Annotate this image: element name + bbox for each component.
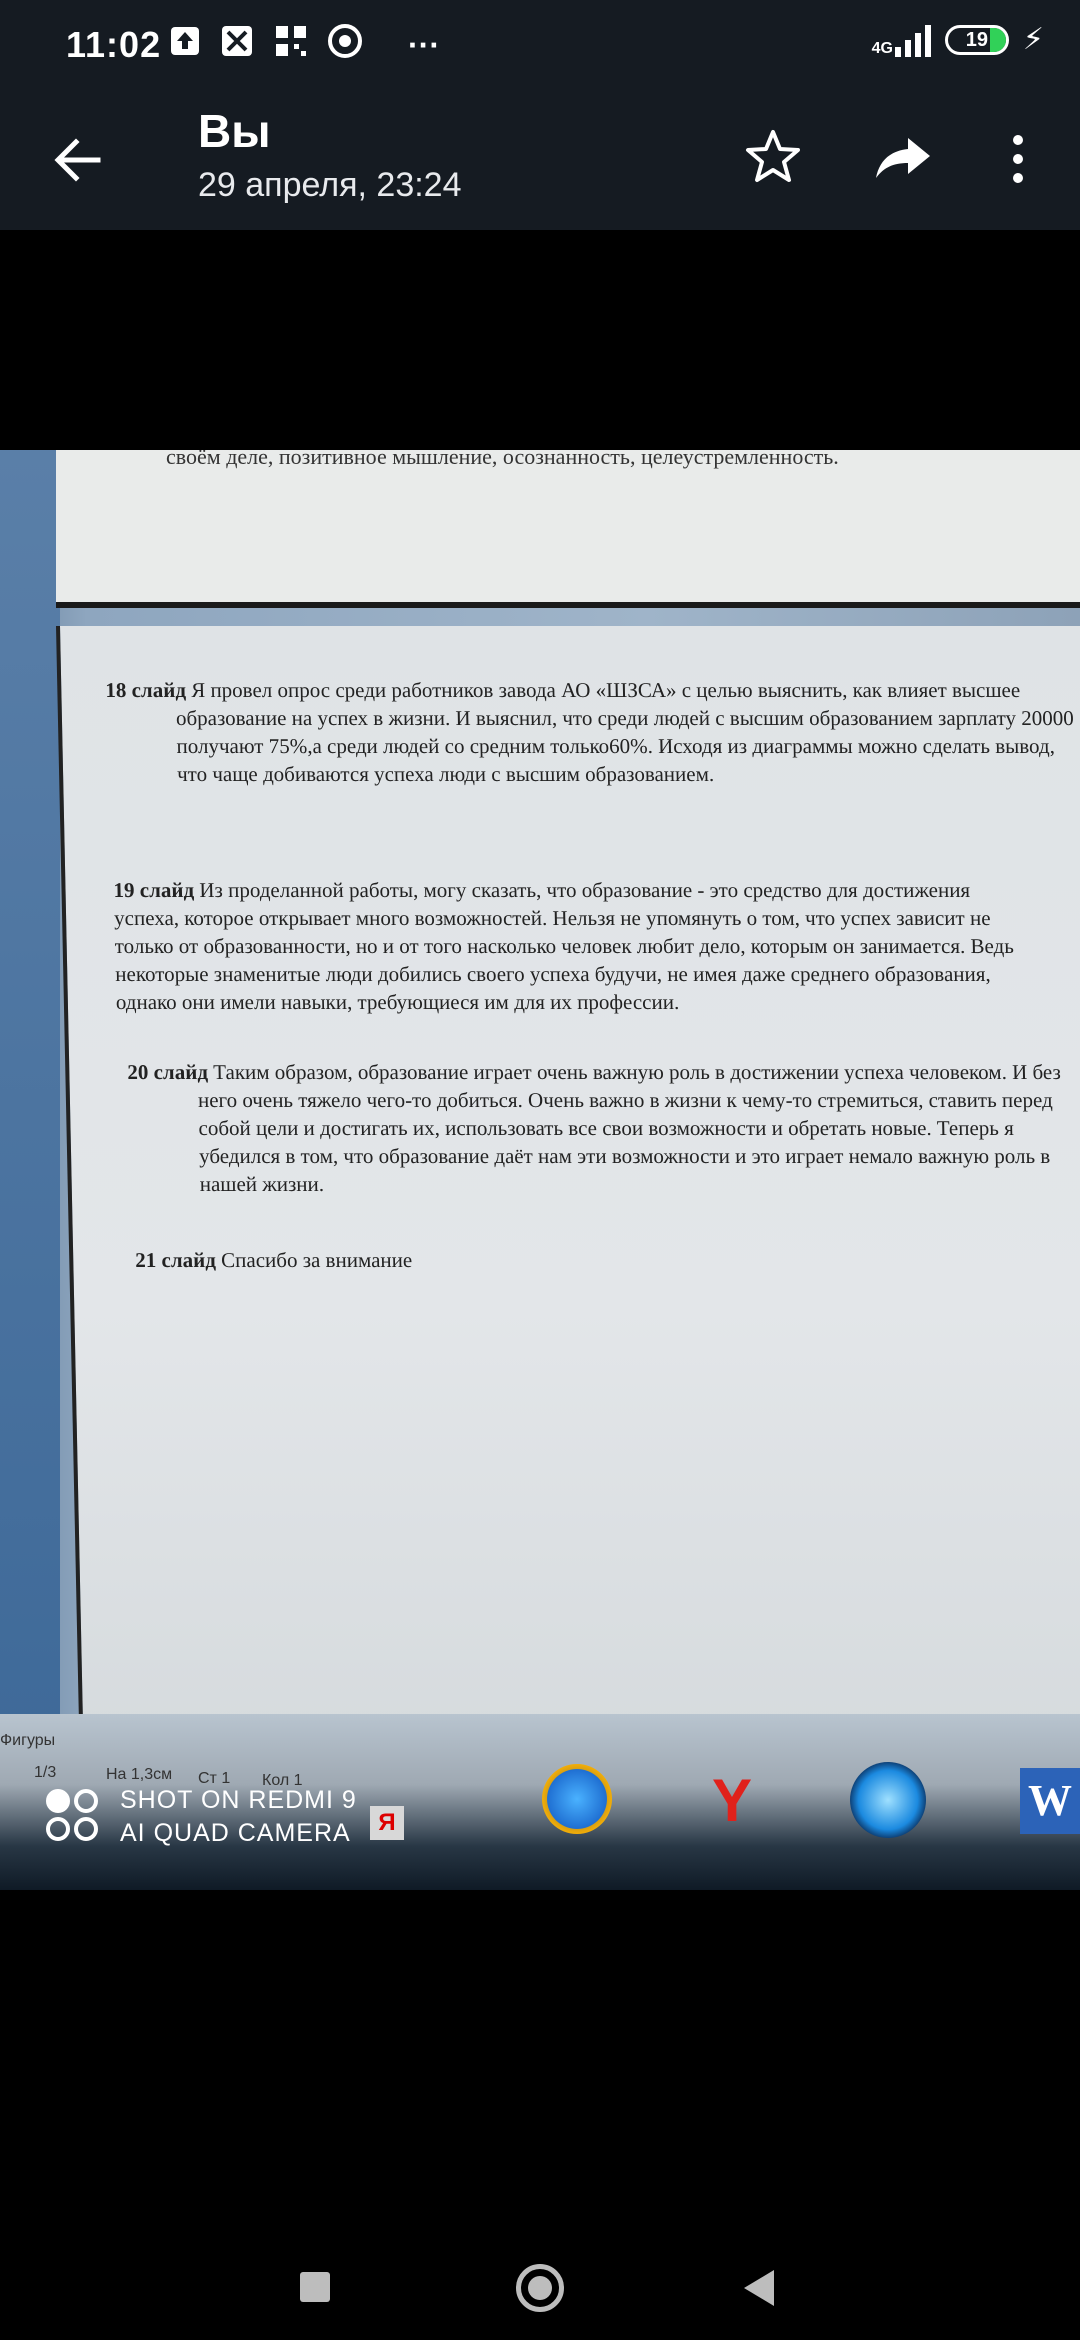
slide-label: 21 слайд xyxy=(135,1248,217,1272)
slide-text: Спасибо за внимание xyxy=(220,1248,413,1272)
navigation-bar xyxy=(0,2190,1080,2340)
slide-21-paragraph xyxy=(135,1246,636,1274)
monitor-background xyxy=(0,450,60,1730)
slide-text: Я провел опрос среди работников завода АО «ШЗСА» с целью выяснить, как влияет высшее образование на успех в жизни. И выяснил, что среди людей с высшим образованием зарплату 20000 получают 75%,а среди людей со средним только60%. Исходя из диаграммы можно сделать вывод, что чаще добиваются успеха люди с высшим образованием. xyxy=(175,678,1075,786)
status-time: 11:02 xyxy=(66,24,162,65)
previous-page xyxy=(56,450,1080,608)
star-icon xyxy=(742,126,804,188)
qr-icon xyxy=(274,24,308,66)
network-label: 4G xyxy=(871,39,893,57)
previous-page-text: своём деле, позитивное мышление, осознанность, целеустремленность. xyxy=(166,450,839,469)
battery-level: 19 xyxy=(965,28,989,51)
line-info: Ст 1 xyxy=(198,1770,231,1787)
star-button[interactable] xyxy=(742,126,804,188)
charging-icon: ⚡ xyxy=(1022,23,1044,56)
yandex-icon: Y xyxy=(712,1767,753,1834)
home-button[interactable] xyxy=(516,2264,564,2312)
slide-label: 18 слайд xyxy=(105,678,187,702)
message-date: 29 апреля, 23:24 xyxy=(198,166,462,204)
slide-label: 19 слайд xyxy=(113,878,195,902)
chrome-icon xyxy=(328,24,362,66)
battery-icon xyxy=(945,25,1009,55)
slide-20-paragraph xyxy=(127,1058,1080,1198)
network-indicator xyxy=(872,23,931,57)
camera-watermark xyxy=(46,1784,357,1850)
share-button[interactable] xyxy=(872,126,934,188)
watermark-line-1: SHOT ON REDMI 9 xyxy=(120,1786,357,1814)
system-status xyxy=(872,22,1044,57)
yandex-browser-icon: Я xyxy=(370,1806,404,1840)
internet-explorer-icon xyxy=(542,1764,612,1834)
word-icon: W xyxy=(1020,1768,1080,1834)
camera-logo-icon xyxy=(46,1789,102,1845)
position-info: На 1,3см xyxy=(106,1766,173,1783)
page-info: 1/3 xyxy=(34,1764,57,1781)
upload-icon xyxy=(170,26,200,64)
sender-title: Вы xyxy=(198,105,271,157)
arrow-left-icon xyxy=(48,130,108,190)
col-info: Кол 1 xyxy=(262,1772,303,1789)
back-button[interactable] xyxy=(48,130,108,190)
photo-image[interactable] xyxy=(0,450,1080,1890)
share-arrow-icon xyxy=(872,126,934,188)
slide-text: Таким образом, образование играет очень важную роль в достижении успеха человеком. И без него очень тяжело чего-то добиться. Очень важно в жизни к чему-то стремиться, ставить перед собой цели и достигать их, использовать все свои возможности и обретать новые. Теперь я убедился в том, что образование даёт нам эти возможности и это играет немало важную роль в нашей жизни. xyxy=(197,1060,1061,1196)
more-options-button[interactable] xyxy=(1000,128,1036,190)
app-bar xyxy=(0,96,1080,230)
signal-icon xyxy=(895,23,931,57)
slide-text: Из проделанной работы, могу сказать, что образование - это средство для достижения успеха, которое открывает много возможностей. Нельзя не упомянуть о том, что успех зависит не только от образованности, но и от того насколько человек любит дело, которым он занимается. Ведь некоторые знаменитые люди добились своего успеха будучи, не имея даже среднего образования, однако они имели навыки, требующиеся им для их профессии. xyxy=(113,878,1015,1014)
document-page xyxy=(56,626,1080,1766)
notification-icons xyxy=(170,24,440,66)
crossed-app-icon xyxy=(220,24,254,66)
slide-19-paragraph xyxy=(113,876,1021,1016)
media-player-icon xyxy=(850,1762,926,1838)
figures-label: Фигуры xyxy=(0,1732,56,1749)
nav-back-button[interactable] xyxy=(744,2270,774,2306)
more-vert-icon xyxy=(1000,128,1036,190)
recents-button[interactable] xyxy=(300,2272,330,2302)
slide-label: 20 слайд xyxy=(127,1060,209,1084)
watermark-line-2: AI QUAD CAMERA xyxy=(120,1819,351,1847)
more-dots-icon: ··· xyxy=(408,26,440,63)
status-bar xyxy=(0,0,1080,96)
slide-18-paragraph xyxy=(105,676,1080,788)
